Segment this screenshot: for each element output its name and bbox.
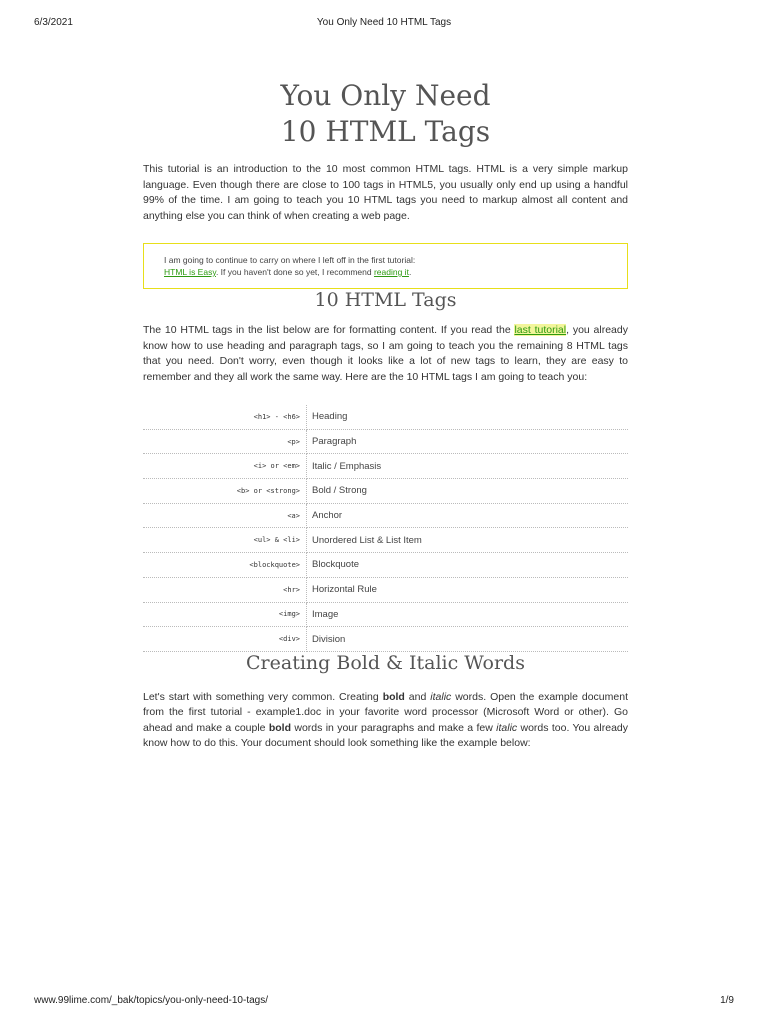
tag-description: Division	[307, 627, 629, 652]
table-row	[143, 405, 628, 429]
bold-word: bold	[382, 690, 405, 703]
callout-text: . If you haven't done so yet, I recommend	[215, 267, 374, 277]
table-row	[143, 479, 628, 504]
table-row	[143, 503, 628, 528]
tag-code: <div>	[143, 627, 307, 652]
section2-text: words in your paragraphs and make a few	[291, 721, 497, 734]
tag-description: Horizontal Rule	[307, 577, 629, 602]
print-date: 6/3/2021	[34, 17, 73, 28]
article-title-line2: 10 HTML Tags	[280, 115, 491, 148]
html-tags-table	[143, 405, 628, 652]
callout-line1: I am going to continue to carry on where I left off in the first tutorial:	[164, 255, 416, 265]
italic-word: italic	[430, 690, 452, 703]
table-row	[143, 627, 628, 652]
tag-description: Blockquote	[307, 553, 629, 578]
tag-description: Anchor	[307, 503, 629, 528]
reading-it-link[interactable]: reading it	[373, 267, 409, 277]
section-heading-10-html-tags: 10 HTML Tags	[314, 289, 457, 311]
table-row	[143, 429, 628, 454]
article	[143, 78, 628, 752]
table-row	[143, 528, 628, 553]
tag-code: <a>	[143, 503, 307, 528]
tag-code: <hr>	[143, 577, 307, 602]
section2-text: Let's start with something very common. Creating	[143, 690, 383, 703]
section2-paragraph	[143, 690, 628, 752]
tag-description: Paragraph	[307, 429, 629, 454]
article-title-line1: You Only Need	[280, 79, 491, 112]
section2-text: words. Open the example document from the first tutorial - example1.doc in your favorite word processor (Microsoft Word or other). Go ahead and make a couple	[143, 690, 628, 734]
table-row	[143, 454, 628, 479]
intro-paragraph: This tutorial is an introduction to the 10 most common HTML tags. HTML is a very simple markup language. Even though there are close to 100 tags in HTML5, you usually only end up using a handful 99% of the time. I am going to teach you 10 HTML tags you need to markup almost all content and anything else you can think of when creating a web page.	[143, 163, 628, 222]
tag-code: <ul> & <li>	[143, 528, 307, 553]
tag-description: Unordered List & List Item	[307, 528, 629, 553]
table-row	[143, 602, 628, 627]
callout-box	[143, 243, 628, 289]
callout-end: .	[408, 267, 412, 277]
table-row	[143, 577, 628, 602]
tag-description: Heading	[307, 405, 629, 429]
section2-text: and	[404, 690, 431, 703]
tag-code: <p>	[143, 429, 307, 454]
section2-text: words too. You already know how to do this. Your document should look something like the example below:	[143, 721, 629, 750]
tag-code: <b> or <strong>	[143, 479, 307, 504]
tag-description: Image	[307, 602, 629, 627]
bold-word: bold	[268, 721, 292, 734]
print-page-number: 1/9	[720, 995, 734, 1006]
callout-line2	[164, 266, 607, 278]
section1-paragraph	[143, 323, 628, 385]
print-url: www.99lime.com/_bak/topics/you-only-need-10-tags/	[34, 995, 268, 1006]
last-tutorial-link[interactable]: last tutorial	[514, 324, 567, 336]
tag-description: Italic / Emphasis	[307, 454, 629, 479]
tag-code: <h1> - <h6>	[143, 405, 307, 429]
tag-code: <blockquote>	[143, 553, 307, 578]
section1-text-after: , you already know how to use heading and paragraph tags, so I am going to teach you the remaining 8 HTML tags that you need. Don't worry, even though it looks like a lot of new tags to learn, they are easy to remember and they all work the same way. Here are the 10 HTML tags I am going to teach you:	[143, 324, 628, 383]
section-heading-bold-italic: Creating Bold & Italic Words	[246, 651, 525, 674]
article-title	[143, 78, 628, 150]
italic-word: italic	[496, 721, 518, 734]
print-page-title: You Only Need 10 HTML Tags	[316, 17, 452, 28]
tag-description: Bold / Strong	[307, 479, 629, 504]
html-is-easy-link[interactable]: HTML is Easy	[164, 267, 216, 277]
tag-code: <i> or <em>	[143, 454, 307, 479]
tag-code: <img>	[143, 602, 307, 627]
section1-text-before: The 10 HTML tags in the list below are for formatting content. If you read the	[143, 324, 515, 336]
table-row	[143, 553, 628, 578]
